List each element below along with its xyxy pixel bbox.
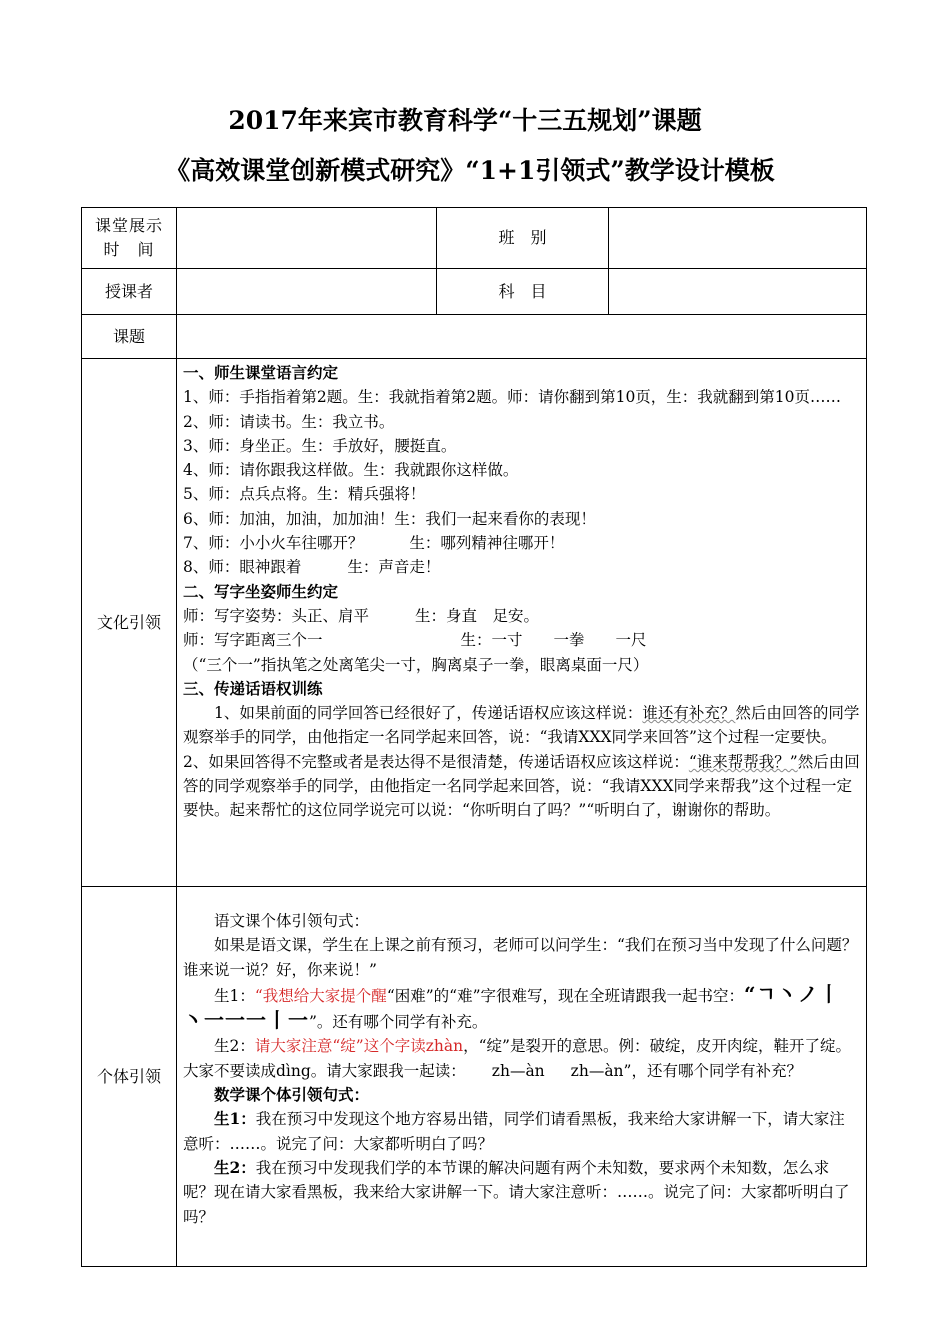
example-text: 还有哪个同学有补充？: [646, 1061, 802, 1080]
time-label-line-1: 课堂展示: [94, 216, 163, 235]
example-text: ”。还有哪个同学有补充。: [309, 1013, 488, 1032]
example-text: 我在预习中发现这个地方容易出错，同学们请看黑板，我来给大家讲解一下，请大家注意听：……。说完了问：大家都听明白了吗？: [183, 1110, 845, 1153]
teacher-call: 师：写字姿势：头正、肩平: [183, 606, 370, 625]
student-1-example: [183, 982, 860, 1035]
time-label: [82, 208, 177, 269]
relay-text: 然后由回答的同学观察举手的同学，由他指定一名同学起来回答，说：“我请XXX同学来帮我”这个过程一定要快。起来帮忙的这位同学说完可以说：“你听明白了吗？”“听明白了，谢谢你的帮助。: [183, 752, 860, 820]
topic-label: 课题: [82, 315, 177, 359]
pinyin-reading: zh—àn: [491, 1061, 545, 1080]
agreement-line: 6、师：加油，加油，加加油！生：我们一起来看你的表现！: [183, 509, 596, 528]
agreement-line: [183, 555, 860, 579]
math-student-1: [183, 1107, 860, 1156]
culture-label: 文化引领: [82, 359, 177, 887]
student-prefix: 生1：: [214, 1109, 256, 1129]
student-response: 生：声音走！: [347, 558, 441, 577]
teacher-call: 师：写字距离三个一: [183, 631, 323, 650]
section-heading: 一、师生课堂语言约定: [183, 363, 339, 382]
teacher-call: 7、师：小小火车往哪开？: [183, 534, 364, 553]
relay-phrase: “谁来帮帮我？”: [688, 752, 798, 771]
example-text: “困难”的“难”字很难写，现在全班请跟我一起书空：: [386, 986, 745, 1005]
subject-field[interactable]: [609, 269, 867, 315]
student-prefix: 生2：: [214, 1157, 256, 1177]
student-prefix: 生1：: [214, 986, 255, 1005]
posture-line: [183, 604, 860, 628]
page-title-line-1: 2017年来宾市教育科学“十三五规划”课题: [228, 106, 702, 135]
agreement-line: 2、师：请读书。生：我立书。: [183, 412, 395, 431]
example-text: 我在预习中发现我们学的本节课的解决问题有两个未知数，要求两个未知数，怎么求呢？现在请大家看黑板，我来给大家讲解一下。请大家注意听：……。说完了问：大家都听明白了吗？: [183, 1158, 850, 1226]
lesson-design-table: [81, 207, 867, 1267]
individual-content: [177, 887, 867, 1267]
student-2-example: [183, 1034, 860, 1083]
row-time-class: [82, 208, 867, 269]
math-heading: 数学课个体引领句式：: [214, 1085, 370, 1105]
example-text: ，“绽”是裂开的意思。例：破绽，皮开肉绽，鞋开了绽。大家不要读成dìng。请大家跟我一起读：: [183, 1037, 851, 1080]
student-prefix: 生2：: [214, 1037, 255, 1056]
teacher-call: 8、师：眼神跟着: [183, 558, 302, 577]
relay-paragraph-1: [183, 701, 860, 750]
stroke-sequence: “ㄱ丶ノ丨丶一一一丨一: [183, 981, 840, 1033]
relay-text: 然后由回答的同学观察举手的同学，由他指定一名同学起来回答，说：“我请XXX同学来回答”这个过程一定要快。: [183, 704, 860, 747]
agreement-line: 3、师：身坐正。生：手放好，腰挺直。: [183, 436, 457, 455]
chinese-heading: 语文课个体引领句式：: [214, 912, 370, 930]
posture-note: （“三个一”指执笔之处离笔尖一寸，胸离桌子一拳，眼离桌面一尺）: [183, 655, 649, 674]
class-field[interactable]: [609, 208, 867, 269]
agreement-line: 4、师：请你跟我这样做。生：我就跟你这样做。: [183, 461, 519, 480]
subject-label: 科 目: [437, 269, 609, 315]
agreement-line: 1、师：手指指着第2题。生：我就指着第2题。师：请你翻到第10页，生：我就翻到第10页……: [183, 388, 842, 407]
highlight-text: 请大家注意“绽”这个字读zhàn: [254, 1037, 464, 1056]
chinese-intro: 如果是语文课，学生在上课之前有预习，老师可以问学生：“我们在预习当中发现了什么问题？谁来说一说？好，你来说！”: [183, 936, 858, 979]
individual-label: 个体引领: [82, 887, 177, 1267]
relay-phrase: 谁还有补充？: [642, 704, 736, 723]
page-title-line-2: 《高效课堂创新模式研究》“1+1引领式”教学设计模板: [165, 156, 775, 185]
student-response: 生：一寸 一拳 一尺: [460, 631, 647, 650]
relay-text: 1、如果前面的同学回答已经很好了，传递话语权应该这样说：: [214, 704, 643, 723]
row-individual: [82, 887, 867, 1267]
pinyin-reading: zh—àn”，: [570, 1061, 647, 1080]
time-label-line-2: 时 间: [103, 240, 155, 259]
agreement-line: [183, 531, 860, 555]
teacher-field[interactable]: [177, 269, 437, 315]
time-field[interactable]: [177, 208, 437, 269]
topic-field[interactable]: [177, 315, 867, 359]
math-student-2: [183, 1156, 860, 1229]
student-response: 生：哪列精神往哪开！: [409, 534, 565, 553]
teacher-label: 授课者: [82, 269, 177, 315]
agreement-line: 5、师：点兵点将。生：精兵强将！: [183, 485, 426, 504]
student-response: 生：身直 足安。: [415, 606, 540, 625]
class-label: 班 别: [437, 208, 609, 269]
section-heading: 二、写字坐姿师生约定: [183, 581, 339, 601]
row-culture: [82, 359, 867, 887]
row-teacher-subject: [82, 269, 867, 315]
culture-content: [177, 359, 867, 887]
posture-line: [183, 628, 860, 652]
relay-text: 2、如果回答得不完整或者是表达得不是很清楚，传递话语权应该这样说：: [183, 752, 689, 771]
section-heading: 三、传递话语权训练: [183, 678, 323, 698]
row-topic: [82, 315, 867, 359]
relay-paragraph-2: [183, 750, 860, 823]
highlight-text: “我想给大家提个醒: [254, 986, 387, 1005]
